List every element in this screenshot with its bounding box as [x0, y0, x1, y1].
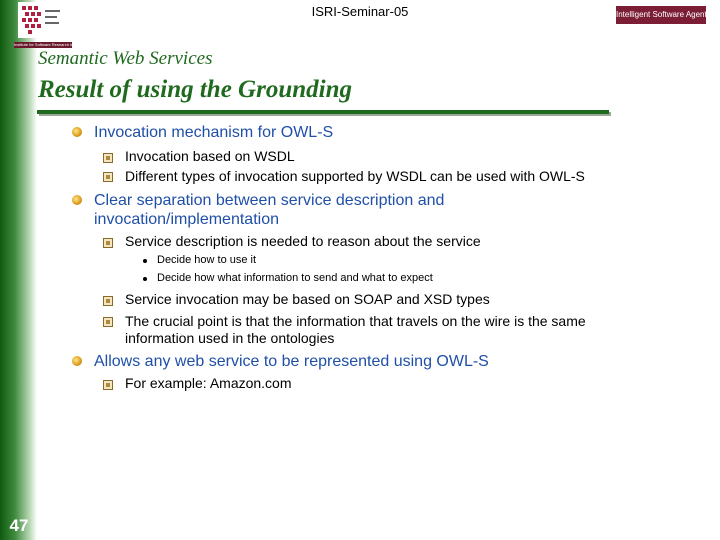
bullet-level2: For example: Amazon.com: [125, 375, 292, 391]
intelligent-software-agents-logo: Intelligent Software Agents: [616, 6, 706, 24]
bullet-level1: Allows any web service to be represented using OWL-S: [94, 353, 489, 370]
level2-bullet-icon: [103, 172, 113, 182]
bullet-level1-continuation: invocation/implementation: [94, 211, 279, 228]
slide-title: Result of using the Grounding: [38, 76, 352, 103]
slide-number: 47: [9, 516, 29, 535]
level2-bullet-icon: [103, 153, 113, 163]
bullet-level2: Service description is needed to reason about the service: [125, 233, 481, 249]
level1-bullet-icon: [72, 195, 82, 205]
bullet-level2: Service invocation may be based on SOAP and XSD types: [125, 291, 490, 307]
level2-bullet-icon: [103, 296, 113, 306]
bullet-level3: Decide how what information to send and what to expect: [157, 272, 433, 284]
level2-bullet-icon: [103, 317, 113, 327]
bullet-level2: Invocation based on WSDL: [125, 148, 295, 164]
seminar-title: ISRI-Seminar-05: [311, 4, 409, 19]
level2-bullet-icon: [103, 380, 113, 390]
bullet-level1: Clear separation between service description and: [94, 192, 445, 209]
level1-bullet-icon: [72, 127, 82, 137]
level1-bullet-icon: [72, 356, 82, 366]
bullet-level3: Decide how to use it: [157, 254, 257, 266]
bullet-level2: The crucial point is that the information that travels on the wire is the same: [125, 313, 586, 329]
bullet-level2: Different types of invocation supported by WSDL can be used with OWL-S: [125, 168, 585, 184]
level3-bullet-icon: [143, 259, 147, 263]
bullet-level2-continuation: information used in the ontologies: [125, 330, 335, 346]
institute-logo-caption: Institute for Software Research International: [14, 42, 93, 47]
bullet-level1: Invocation mechanism for OWL-S: [94, 124, 334, 141]
level3-bullet-icon: [143, 277, 147, 281]
section-title: Semantic Web Services: [38, 48, 213, 69]
level2-bullet-icon: [103, 238, 113, 248]
